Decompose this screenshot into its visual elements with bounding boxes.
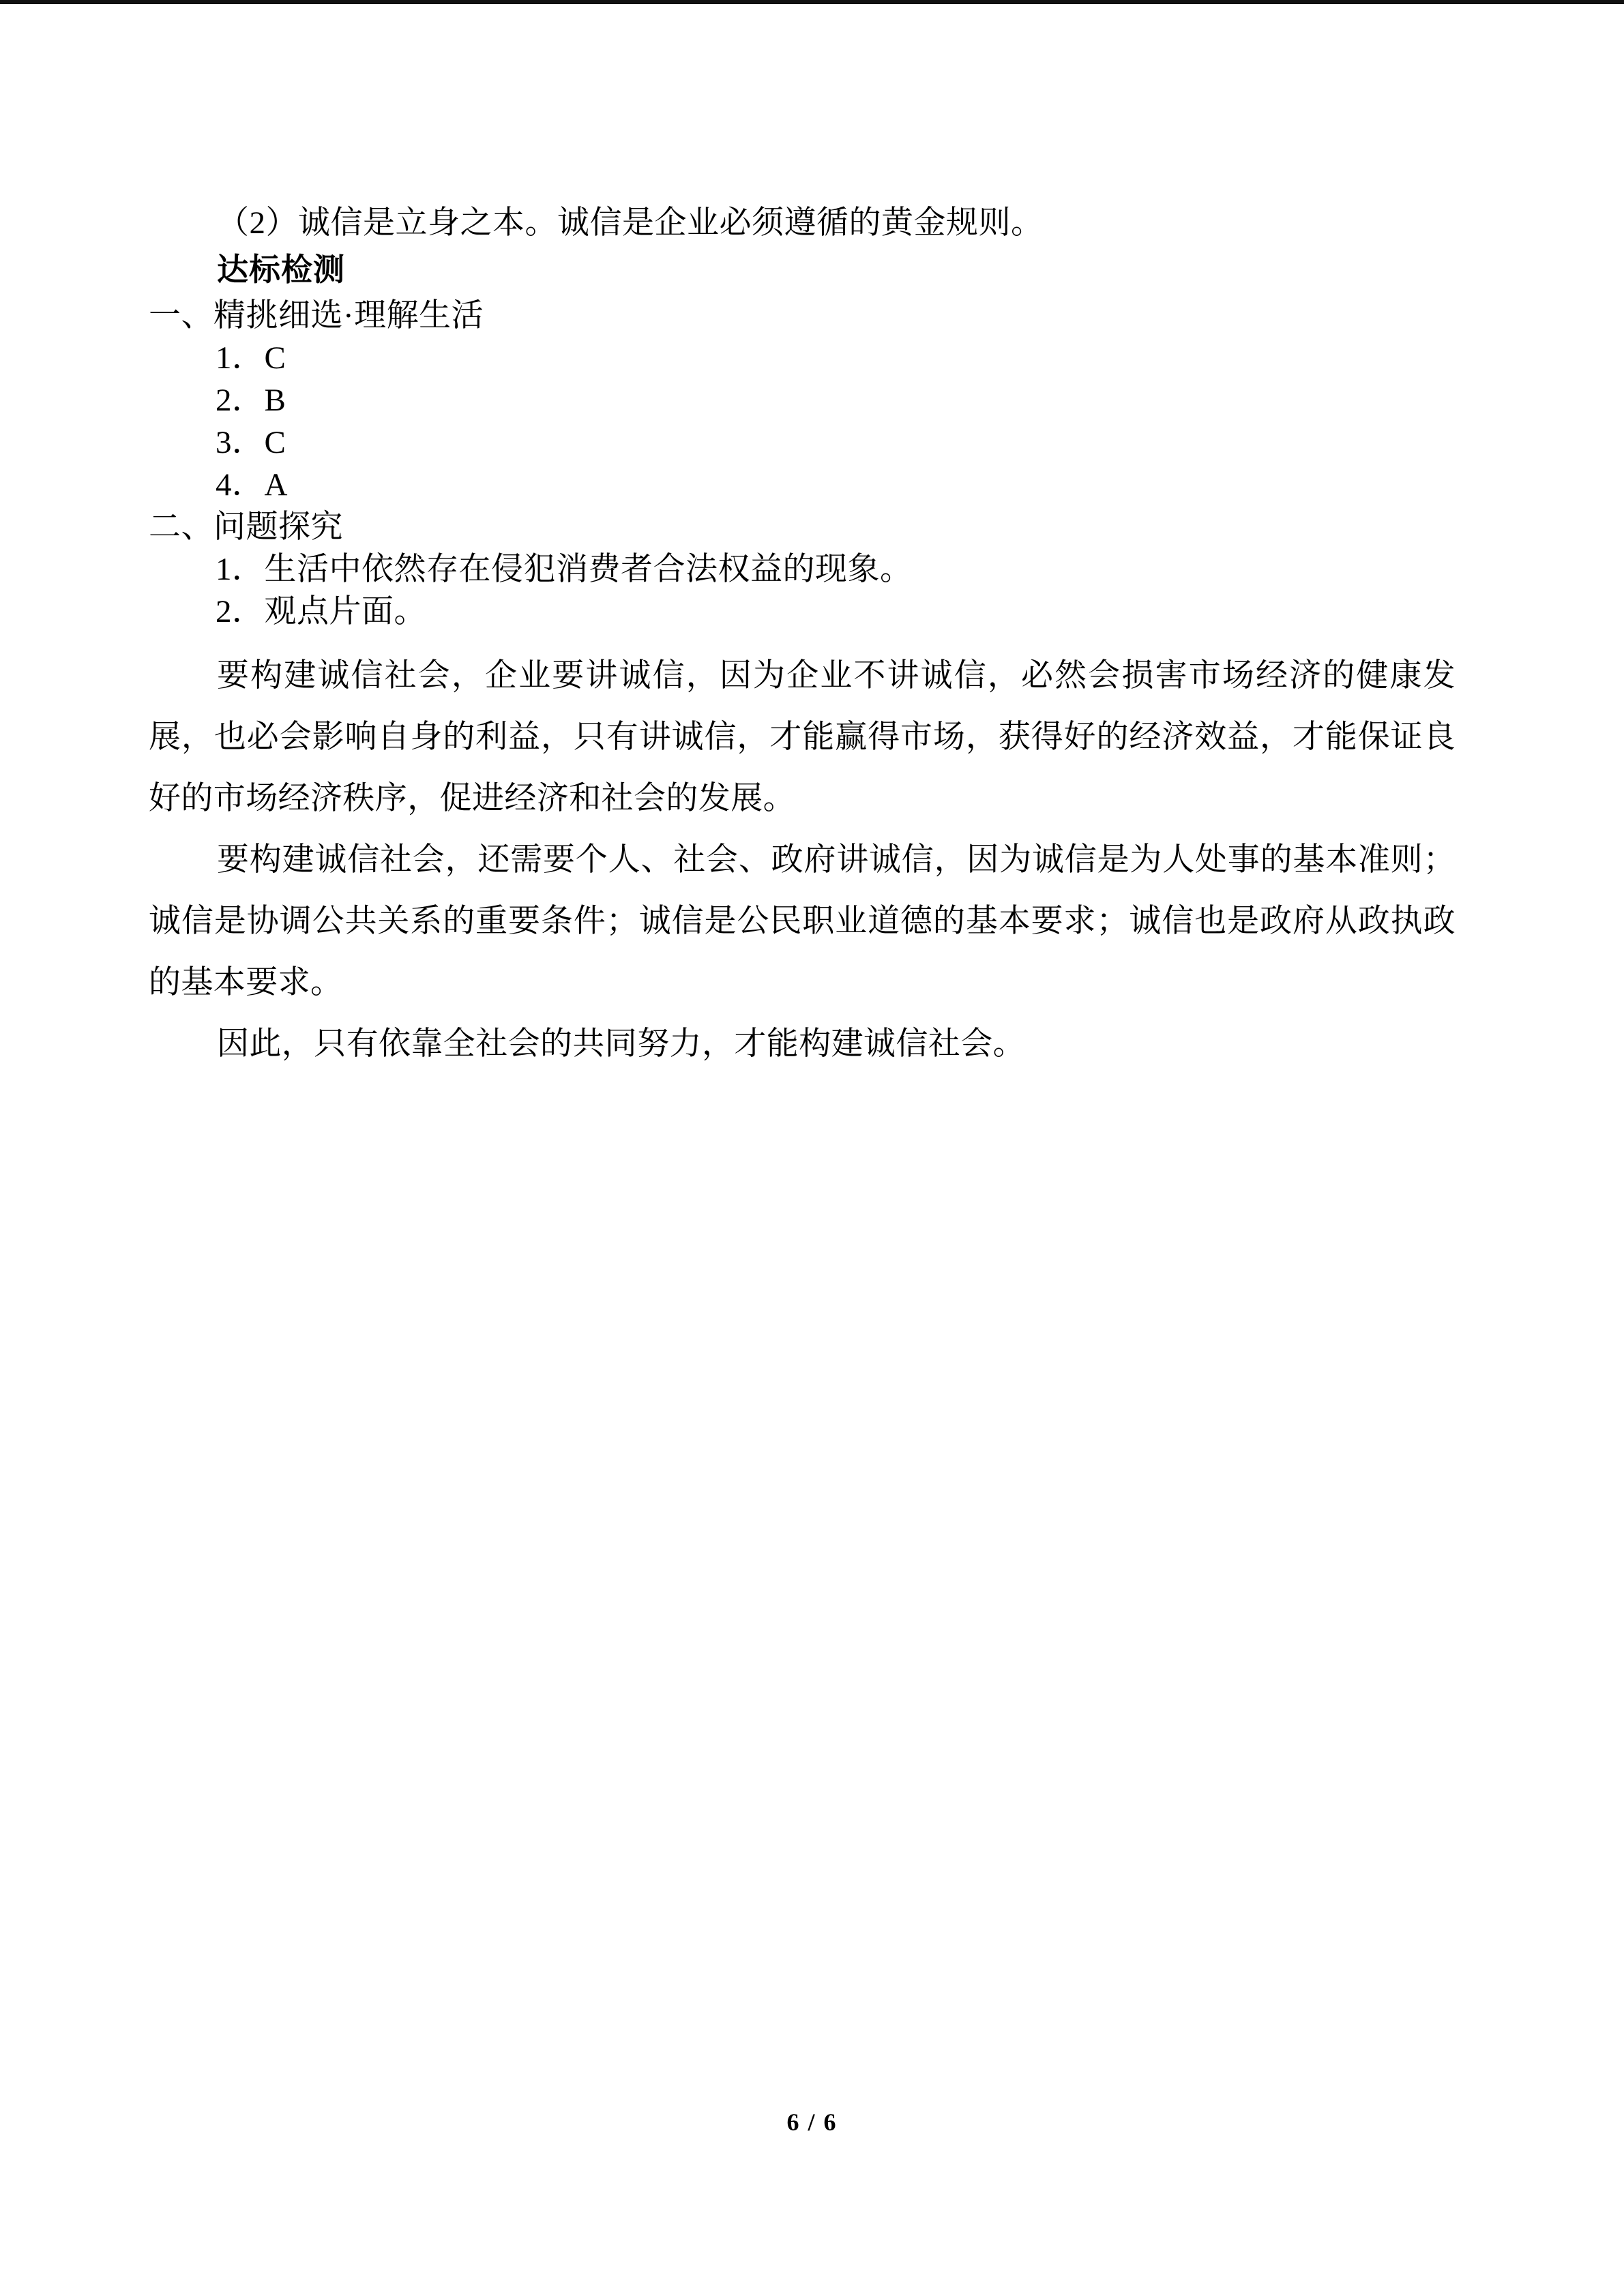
answer-item: 1．生活中依然存在侵犯消费者合法权益的现象。 bbox=[216, 552, 913, 587]
section-one-label: 一、精挑细选·理解生活 bbox=[149, 298, 484, 333]
answer-item: 3．C bbox=[216, 425, 286, 460]
section-two-label: 二、问题探究 bbox=[149, 509, 343, 545]
explanation-paragraph: 要构建诚信社会，还需要个人、社会、政府讲诚信，因为诚信是为人处事的基本准则；诚信是协调公共关系的重要条件；诚信是公民职业道德的基本要求；诚信也是政府从政执政的基本要求。 bbox=[149, 842, 1456, 1000]
page-content bbox=[149, 202, 1458, 1075]
answer-item: 1．C bbox=[216, 340, 286, 376]
paragraph-point-2: （2）诚信是立身之本。诚信是企业必须遵循的黄金规则。 bbox=[217, 205, 1044, 241]
explanation-paragraph: 要构建诚信社会，企业要讲诚信，因为企业不讲诚信，必然会损害市场经济的健康发展，也必会影响自身的利益，只有讲诚信，才能赢得市场，获得好的经济效益，才能保证良好的市场经济秩序，促进经济和社会的发展。 bbox=[149, 658, 1456, 816]
heading-dabiao-jiance: 达标检测 bbox=[217, 252, 345, 287]
page-number: 6 / 6 bbox=[786, 2108, 838, 2136]
answer-item: 2．观点片面。 bbox=[216, 594, 426, 629]
answer-item: 4．A bbox=[216, 467, 288, 503]
spacer bbox=[149, 633, 1458, 645]
answer-item: 2．B bbox=[216, 383, 286, 418]
explanation-paragraph: 因此，只有依靠全社会的共同努力，才能构建诚信社会。 bbox=[217, 1026, 1025, 1062]
